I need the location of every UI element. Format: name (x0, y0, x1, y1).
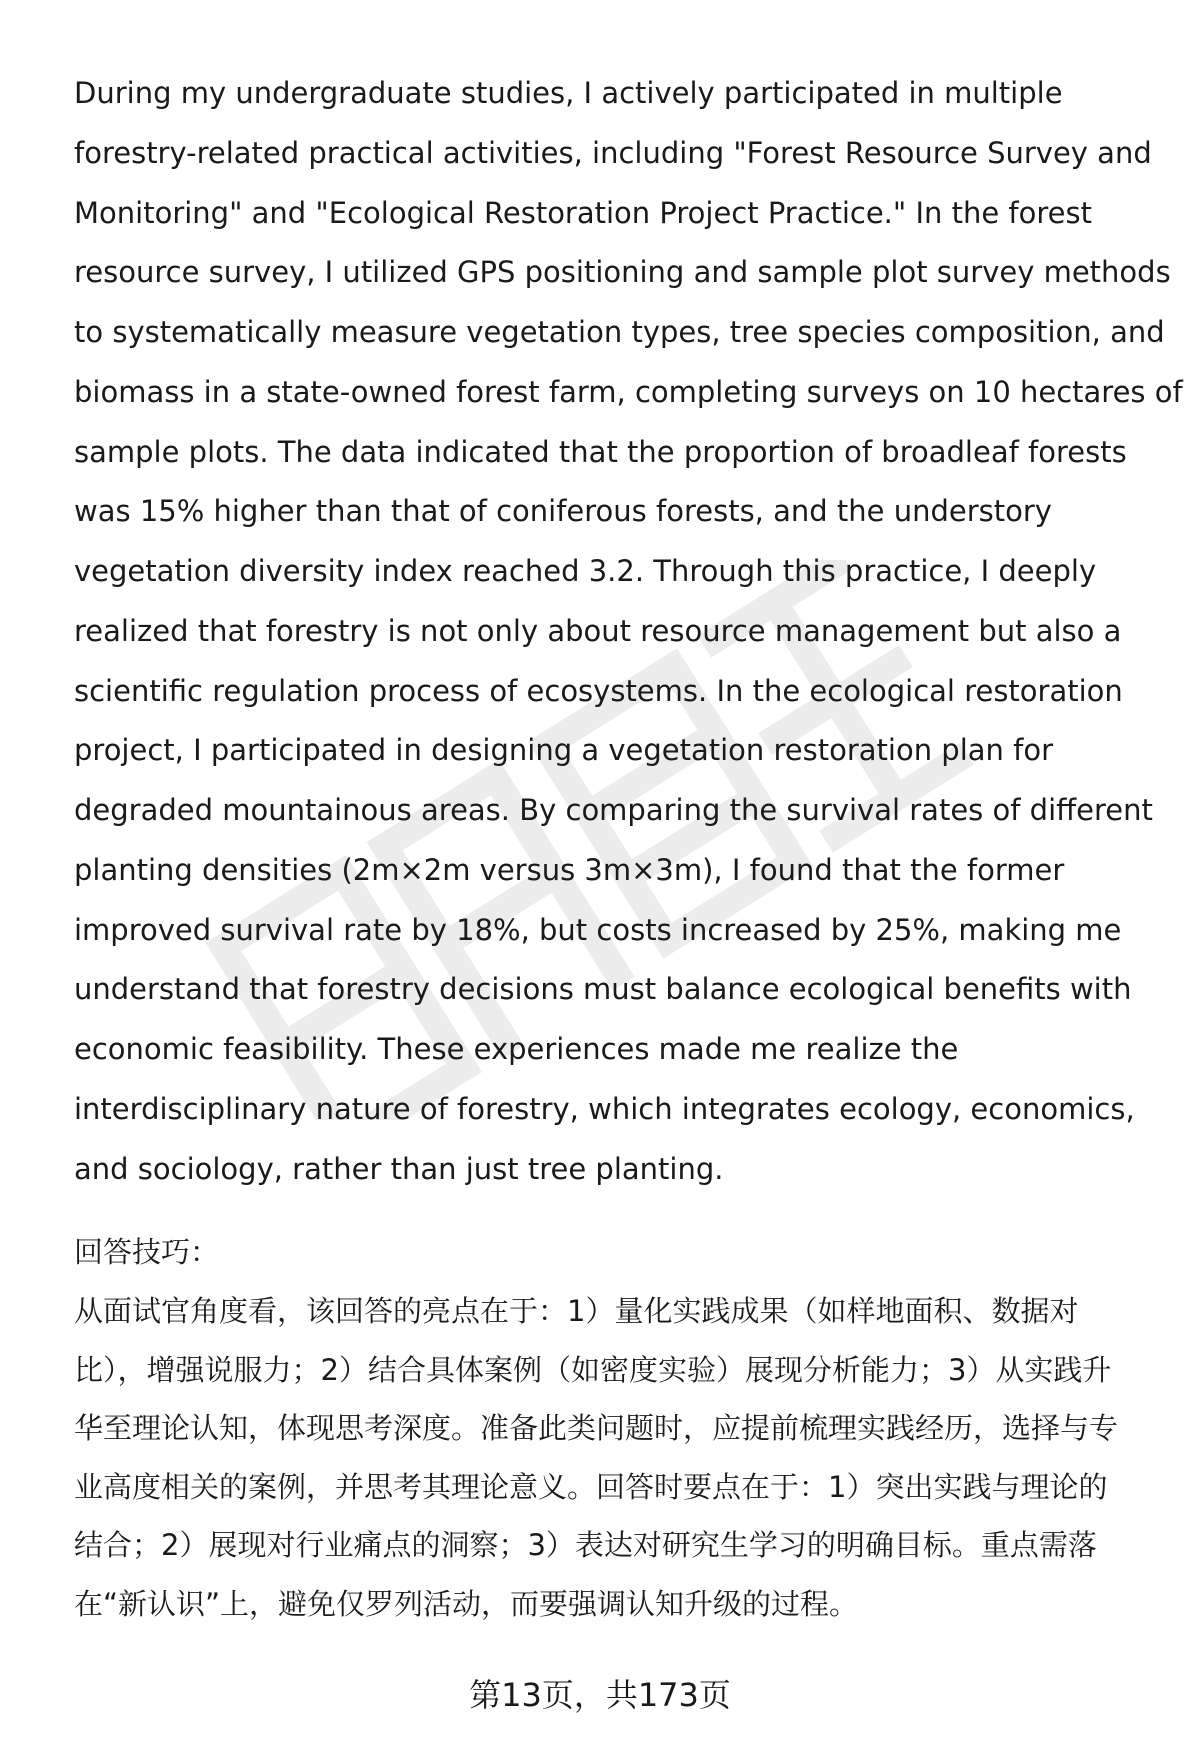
answer-line-10: realized that forestry is not only about resource management but also a (74, 613, 1122, 648)
answer-line-14: planting densities (2m×2m versus 3m×3m), I found that the former (74, 852, 1065, 887)
answer-tips-section (74, 1222, 1154, 1633)
answer-line-17: economic feasibility. These experiences made me realize the (74, 1032, 959, 1066)
answer-line-19: and sociology, rather than just tree planting. (74, 1151, 724, 1186)
answer-line-12: project, I participated in designing a vegetation restoration plan for (74, 733, 1054, 768)
answer-line-2: forestry-related practical activities, including "Forest Resource Survey and (74, 135, 1152, 170)
tips-line-1: 从面试官角度看，该回答的亮点在于：1）量化实践成果（如样地面积、数据对 (74, 1294, 1079, 1328)
tips-line-5: 结合；2）展现对行业痛点的洞察；3）表达对研究生学习的明确目标。重点需落 (74, 1528, 1097, 1562)
answer-line-11: scientific regulation process of ecosystems. In the ecological restoration (74, 673, 1123, 708)
answer-line-3: Monitoring" and "Ecological Restoration Project Practice." In the forest (74, 195, 1092, 230)
tips-line-4: 业高度相关的案例，并思考其理论意义。回答时要点在于：1）突出实践与理论的 (74, 1469, 1108, 1504)
answer-line-5: to systematically measure vegetation types, tree species composition, and (74, 315, 1165, 349)
answer-line-18: interdisciplinary nature of forestry, which integrates ecology, economics, (74, 1091, 1135, 1126)
answer-line-15: improved survival rate by 18%, but costs increased by 25%, making me (74, 912, 1122, 947)
answer-line-7: sample plots. The data indicated that the proportion of broadleaf forests (74, 434, 1127, 469)
answer-line-13: degraded mountainous areas. By comparing the survival rates of different (74, 793, 1153, 827)
tips-line-2: 比），增强说服力；2）结合具体案例（如密度实验）展现分析能力；3）从实践升 (74, 1352, 1112, 1387)
tips-heading: 回答技巧： (74, 1235, 220, 1269)
answer-line-16: understand that forestry decisions must balance ecological benefits with (74, 972, 1132, 1007)
tips-line-6: 在“新认识”上，避免仅罗列活动，而要强调认知升级的过程。 (74, 1586, 859, 1621)
tips-line-3: 华至理论认知，体现思考深度。准备此类问题时，应提前梳理实践经历，选择与专 (74, 1411, 1119, 1445)
answer-paragraph (74, 64, 1183, 1199)
answer-line-4: resource survey, I utilized GPS positioning and sample plot survey methods (74, 255, 1171, 290)
answer-line-9: vegetation diversity index reached 3.2. Through this practice, I deeply (74, 554, 1097, 588)
answer-line-1: During my undergraduate studies, I actively participated in multiple (74, 76, 1063, 110)
page-number: 第13页，共173页 (469, 1676, 731, 1714)
answer-line-6: biomass in a state-owned forest farm, completing surveys on 10 hectares of (74, 374, 1183, 409)
answer-line-8: was 15% higher than that of coniferous forests, and the understory (74, 494, 1052, 529)
